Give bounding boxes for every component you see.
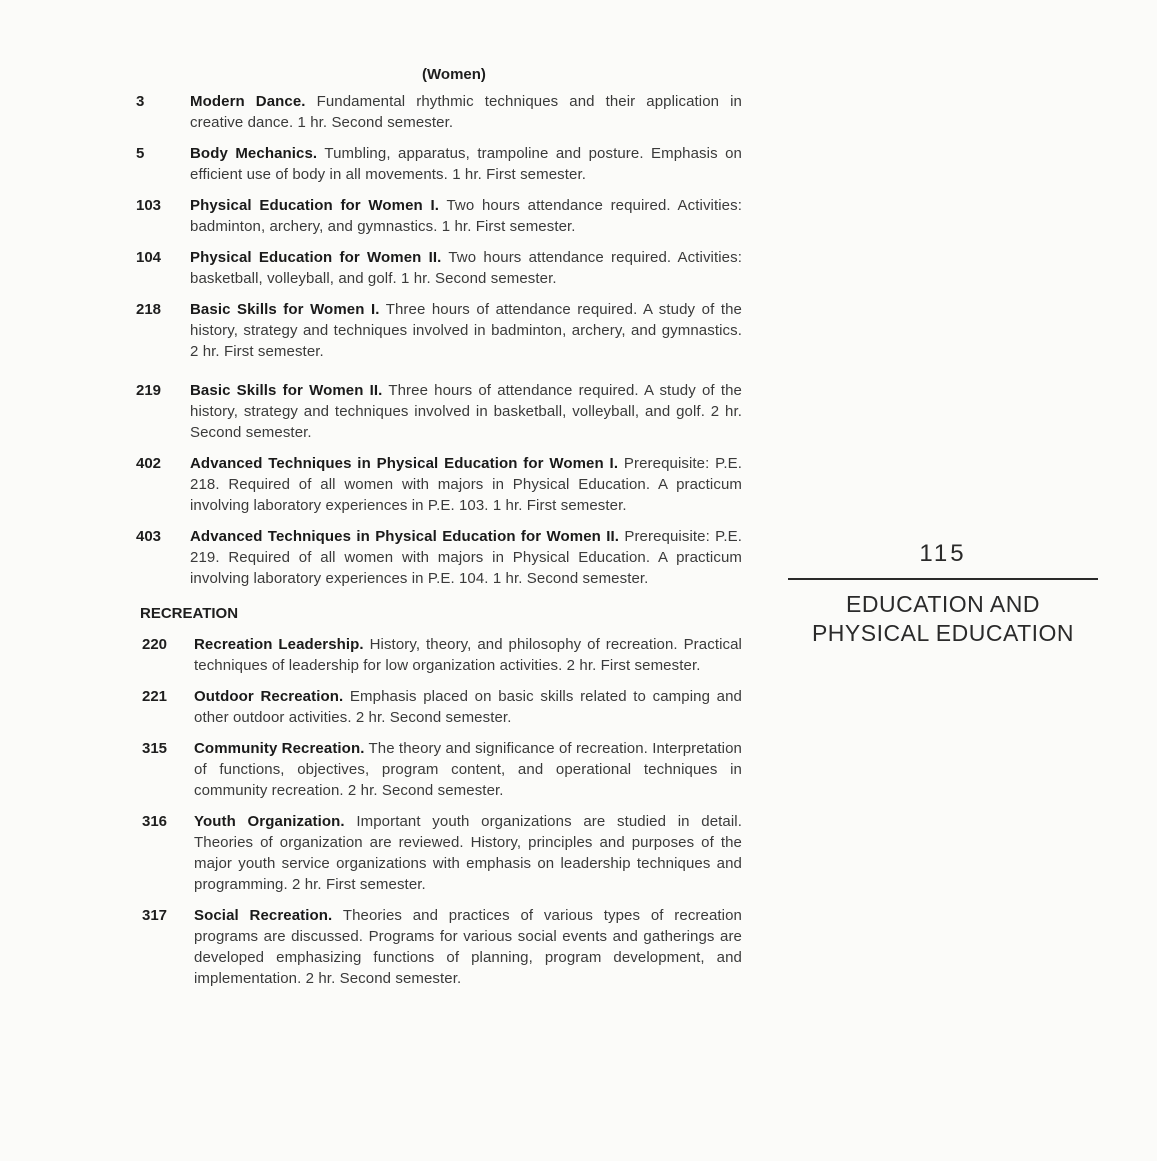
course-description bbox=[190, 91, 742, 133]
course-title: Outdoor Recreation. bbox=[194, 688, 344, 705]
course-description bbox=[194, 905, 742, 989]
course-number: 3 bbox=[136, 93, 145, 110]
course-text: The theory and significance of recreation. Interpretation of functions, objectives, program content, and operational techniques in community recreation. 2 hr. Second semester. bbox=[194, 740, 742, 799]
course-entry bbox=[136, 299, 742, 362]
course-title: Recreation Leadership. bbox=[194, 636, 364, 653]
course-number: 221 bbox=[142, 688, 168, 705]
course-entry bbox=[136, 380, 742, 443]
course-description bbox=[194, 686, 742, 728]
course-description bbox=[194, 811, 742, 895]
course-text: Two hours attendance required. Activities: basketball, volleyball, and golf. 1 hr. Second semester. bbox=[190, 249, 742, 287]
section-title bbox=[788, 590, 1098, 648]
course-title: Advanced Techniques in Physical Education for Women II. bbox=[190, 528, 620, 545]
section-title-line-2: PHYSICAL EDUCATION bbox=[811, 620, 1075, 646]
course-text: Three hours of attendance required. A study of the history, strategy and techniques involved in basketball, volleyball, and golf. 2 hr. Second semester. bbox=[190, 382, 742, 441]
course-text: Prerequisite: P.E. 218. Required of all women with majors in Physical Education. A practicum involving laboratory experiences in P.E. 103. 1 hr. First semester. bbox=[190, 455, 742, 514]
course-text: Fundamental rhythmic techniques and their application in creative dance. 1 hr. Second semester. bbox=[190, 93, 742, 131]
course-entry bbox=[136, 91, 742, 133]
course-entry bbox=[136, 686, 742, 728]
course-description bbox=[190, 195, 742, 237]
course-description bbox=[190, 143, 742, 185]
course-title: Body Mechanics. bbox=[190, 145, 318, 162]
course-entry bbox=[136, 634, 742, 676]
course-text: Three hours of attendance required. A study of the history, strategy and techniques involved in badminton, archery, and gymnastics. 2 hr. First semester. bbox=[190, 301, 742, 360]
course-number: 317 bbox=[142, 907, 168, 924]
course-text: Important youth organizations are studied in detail. Theories of organization are reviewed. History, principles and purposes of the major youth service organizations with emphasis on leadership techniques and programming. 2 hr. First semester. bbox=[194, 813, 742, 893]
course-number: 316 bbox=[142, 813, 168, 830]
course-title: Community Recreation. bbox=[194, 740, 365, 757]
section-sidebar bbox=[788, 540, 1098, 648]
course-entry bbox=[136, 811, 742, 895]
course-description bbox=[194, 738, 742, 801]
course-entry bbox=[136, 526, 742, 589]
course-number: 103 bbox=[136, 197, 162, 214]
course-text: Two hours attendance required. Activities: badminton, archery, and gymnastics. 1 hr. First semester. bbox=[190, 197, 742, 235]
course-text: Emphasis placed on basic skills related to camping and other outdoor activities. 2 hr. Second semester. bbox=[194, 688, 742, 726]
course-description bbox=[190, 247, 742, 289]
course-title: Basic Skills for Women I. bbox=[190, 301, 380, 318]
course-entry bbox=[136, 143, 742, 185]
course-title: Physical Education for Women I. bbox=[190, 197, 440, 214]
course-listing bbox=[136, 66, 742, 999]
course-number: 104 bbox=[136, 249, 162, 266]
course-description bbox=[190, 526, 742, 589]
course-title: Modern Dance. bbox=[190, 93, 306, 110]
course-entry bbox=[136, 195, 742, 237]
page-number: 115 bbox=[919, 540, 967, 567]
course-text: Theories and practices of various types of recreation programs are discussed. Programs for various social events and gatherings are developed emphasizing functions of planning, program development, and implementation. 2 hr. Second semester. bbox=[194, 907, 742, 987]
section-title-line-1: EDUCATION AND bbox=[846, 591, 1040, 617]
course-text: Prerequisite: P.E. 219. Required of all women with majors in Physical Education. A practicum involving laboratory experiences in P.E. 104. 1 hr. Second semester. bbox=[190, 528, 742, 587]
course-entry bbox=[136, 247, 742, 289]
course-description bbox=[194, 634, 742, 676]
course-title: Youth Organization. bbox=[194, 813, 345, 830]
course-title: Advanced Techniques in Physical Education for Women I. bbox=[190, 455, 619, 472]
course-title: Social Recreation. bbox=[194, 907, 333, 924]
recreation-heading: RECREATION bbox=[140, 605, 239, 622]
course-description bbox=[190, 299, 742, 362]
course-number: 402 bbox=[136, 455, 162, 472]
course-number: 220 bbox=[142, 636, 168, 653]
course-text: Tumbling, apparatus, trampoline and posture. Emphasis on efficient use of body in all movements. 1 hr. First semester. bbox=[190, 145, 742, 183]
course-description bbox=[190, 453, 742, 516]
course-entry bbox=[136, 905, 742, 989]
course-title: Basic Skills for Women II. bbox=[190, 382, 383, 399]
course-text: History, theory, and philosophy of recreation. Practical techniques of leadership for low organization activities. 2 hr. First semester. bbox=[194, 636, 742, 674]
course-number: 403 bbox=[136, 528, 162, 545]
divider-rule bbox=[788, 578, 1098, 580]
course-entry bbox=[136, 453, 742, 516]
course-number: 315 bbox=[142, 740, 168, 757]
course-entry bbox=[136, 738, 742, 801]
course-title: Physical Education for Women II. bbox=[190, 249, 442, 266]
course-number: 219 bbox=[136, 382, 162, 399]
course-number: 5 bbox=[136, 145, 145, 162]
women-heading: (Women) bbox=[422, 66, 486, 83]
course-description bbox=[190, 380, 742, 443]
course-number: 218 bbox=[136, 301, 162, 318]
